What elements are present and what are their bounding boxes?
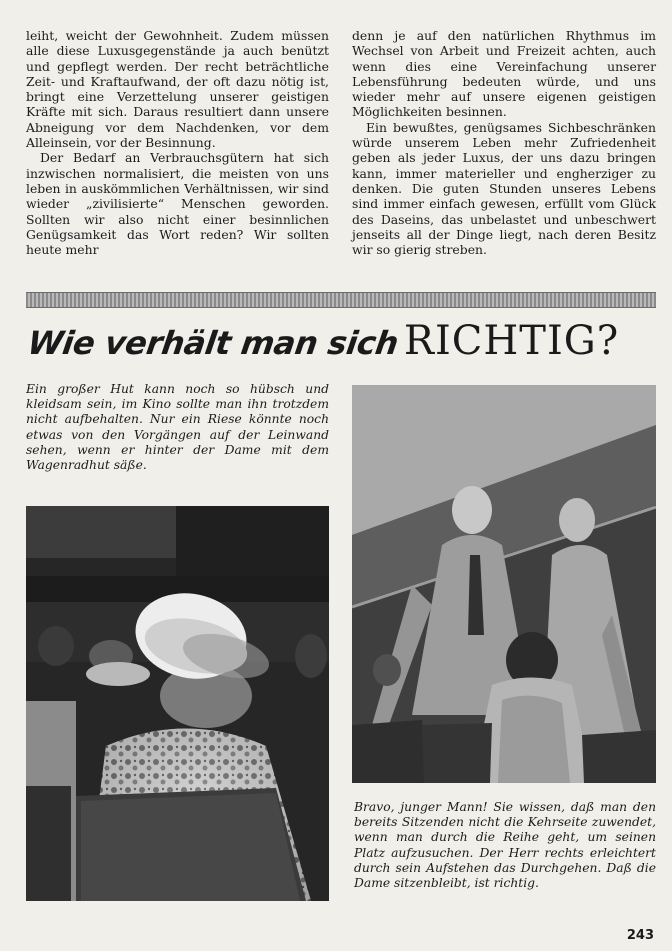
section-divider: [26, 292, 656, 308]
cinema-hat-photo-graphic: [26, 506, 329, 901]
page-number: 243: [626, 928, 654, 943]
paragraph: Ein bewußtes, genügsames Sichbeschränken würde unserem Leben mehr Zufriedenheit geben als jeder Luxus, der uns dazu bringen kann, immer materieller und engherziger zu denken. Die guten Stunden unseres Lebens sind immer einfach gewesen, erfüllt vom Glück des Daseins, das unbelastet und unbeschwert jenseits all der Dinge liegt, nach deren Besitz wir so gierig streben.: [352, 119, 656, 258]
photo-caption-right: Bravo, junger Mann! Sie wissen, daß man den bereits Sitzenden nicht die Kehrseite zuwendet, wenn man durch die Reihe geht, um seinen Platz aufzusuchen. Der Herr rechts erleichtert durch sein Aufstehen das Durchgehen. Daß die Dame sitzenbleibt, ist richtig.: [354, 800, 656, 891]
photo-caption-left: Ein großer Hut kann noch so hübsch und kleidsam sein, im Kino sollte man ihn trotzdem nicht aufbehalten. Nur ein Riese könnte noch etwas von den Vorgängen auf der Leinwand sehen, wenn er hinter der Dame mit dem Wagenradhut säße.: [26, 382, 329, 473]
paragraph: leiht, weicht der Gewohnheit. Zudem müssen alle diese Luxusgegenstände ja auch benützt und gepflegt werden. Der recht beträchtliche Zeit- und Kraftaufwand, der oft dazu nötig ist, bringt eine Verzettelung unserer geistigen Kräfte mit sich. Daraus resultiert dann unsere Abneigung vor dem Nachdenken, vor dem Alleinsein, vor der Besinnung.: [26, 28, 329, 151]
cinema-row-photo-graphic: [352, 385, 656, 783]
article-column-left: [26, 28, 329, 257]
cinema-hat-photo: [26, 506, 329, 901]
headline-script: Wie verhält man sich: [25, 324, 401, 362]
section-headline: [25, 318, 658, 368]
headline-caps: RICHTIG?: [403, 318, 620, 364]
cinema-row-photo: [352, 385, 656, 783]
paragraph: denn je auf den natürlichen Rhythmus im Wechsel von Arbeit und Freizeit achten, auch wenn dies eine Vereinfachung unserer Lebensführung bedeuten würde, und uns wieder mehr auf unsere eigenen geistigen Möglichkeiten besinnen.: [352, 28, 656, 120]
paragraph: Der Bedarf an Verbrauchsgütern hat sich inzwischen normalisiert, die meisten von uns leben in auskömmlichen Verhältnissen, wir sind wieder „zivilisierte“ Menschen geworden. Sollten wir also nicht einer besinnlichen Genügsamkeit das Wort reden? Wir sollten heute mehr: [26, 150, 329, 258]
article-column-right: [352, 28, 656, 257]
